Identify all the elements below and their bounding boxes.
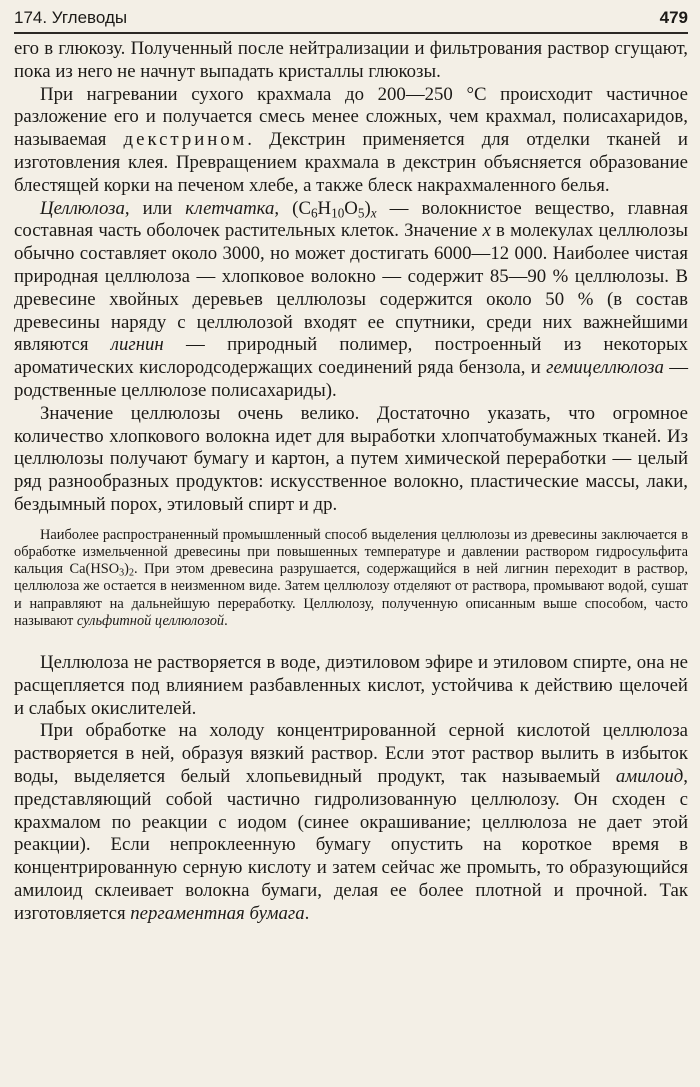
paragraph-amyloid [14, 720, 688, 925]
variable-x: x [482, 220, 491, 242]
main-text [14, 38, 688, 926]
formula-part: H [317, 197, 332, 219]
formula-subscript: 3 [119, 567, 125, 579]
text-run: Значение целлюлозы очень велико. Достаточно указать, что огромное количество хлопкового волокна идет для выработки хлопчатобумажных тканей. Из целлюлозы получают бумагу и картон, а путем химической переработки — целый ряд разнообразных продуктов: искусственное волокно, пластические массы, лаки, бездымный порох, этиловый спирт и др. [14, 402, 688, 515]
term-hemicellulose: гемицеллюлоза [546, 357, 664, 379]
text-run: . [224, 612, 228, 629]
text-run: Целлюлоза не растворяется в воде, диэтиловом эфире и этиловом спирте, она не расщепляется под влиянием разбавленных кислот, устойчива к действию щелочей и слабых окислителей. [14, 651, 688, 719]
paragraph-cellulose-solubility [14, 652, 688, 720]
text-run: — волокнистое вещество, главная составная часть оболочек растительных клеток. Значение [14, 197, 688, 242]
formula-subscript: 10 [331, 204, 345, 220]
text-run: При обработке на холоду концентрированной серной кислотой целлюлоза растворяется в ней, образуя вязкий раствор. Если этот раствор вылить в избыток воды, выделяется белый хлопьевидный продукт, так называемый [14, 720, 688, 787]
paragraph-glucose-continuation [14, 38, 688, 84]
text-run: , или [124, 197, 186, 219]
cellulose-formula [274, 198, 376, 219]
paragraph-dextrin [14, 84, 688, 198]
formula-part: , (C [274, 197, 311, 219]
paragraph-sulfite-process [14, 527, 688, 630]
term-cellulose: Целлюлоза [40, 197, 125, 219]
text-run: . Декстрин применяется для отделки тканей и изготовления клея. Превращением крахмала в декстрин объясняется образование блестящей корки на печеном хлебе, а также блеск накрахмаленного белья. [14, 129, 688, 196]
text-run: , представляющий собой частично гидролизованную целлюлозу. Он сходен с крахмалом по реакции с иодом (синее окрашивание; целлюлоза не дает этой реакции). Если непроклеенную бумагу опустить на короткое время в концентрированную серную кислоту и затем сейчас же промыть, то образующийся амилоид склеивает волокна бумаги, делая ее более плотной и прочной. Так изготовляется [14, 765, 688, 924]
text-run: — природный полимер, построенный из некоторых ароматических кислородсодержащих соединений ряда бензола, и [14, 334, 688, 379]
text-run: его в глюкозу. Полученный после нейтрализации и фильтрования раствор сгущают, пока из него не начнут выпадать кристаллы глюкозы. [14, 38, 688, 82]
text-run: . При этом древесина разрушается, содержащийся в ней лигнин переходит в раствор, целлюлоза же остается в неизменном виде. Затем целлюлозу отделяют от раствора, промывают водой, сушат и направляют на дальнейшую переработку. Целлюлозу, полученную описанным выше способом, часто называют [14, 561, 688, 629]
running-header [14, 8, 688, 34]
paragraph-cellulose [14, 198, 688, 403]
text-run: . [304, 902, 310, 924]
text-run: При нагревании сухого крахмала до 200—250 °С происходит частичное разложение его и получается смесь менее сложных, чем крахмал, полисахаридов, называемая [14, 83, 688, 151]
page-number: 479 [659, 8, 688, 27]
term-dextrin: декстрином [123, 129, 248, 151]
text-run: в молекулах целлюлозы обычно составляет около 3000, но может достигать 6000—12 000. Наиболее чистая природная целлюлоза — хлопковое волокно — содержит 85—90 % целлюлозы. В древесине хвойных деревьев целлюлозы содержится около 50 % (в состав древесины наряду с целлюлозой входят ее спутники, среди них важнейшими являются [14, 220, 688, 356]
term-kletchatka: клетчатка [185, 197, 275, 219]
section-title: 174. Углеводы [14, 8, 128, 27]
formula-subscript: 6 [310, 204, 318, 220]
text-run: — родственные целлюлозе полисахариды). [14, 357, 688, 401]
formula-part: ) [364, 197, 371, 219]
text-run: ) [124, 561, 129, 578]
book-page [14, 8, 688, 926]
formula-subscript: 5 [357, 204, 365, 220]
formula-subscript: 2 [128, 567, 135, 579]
paragraph-cellulose-importance [14, 403, 688, 517]
term-parchment-paper: пергаментная бумага [130, 902, 305, 924]
term-amyloid: амилоид [615, 765, 684, 787]
section-gap [14, 630, 688, 652]
formula-part: O [344, 197, 358, 219]
term-lignin: лигнин [110, 334, 164, 356]
term-sulfite-cellulose: сульфитной целлюлозой [76, 612, 225, 629]
text-run: Наиболее распространенный промышленный способ выделения целлюлозы из древесины заключается в обработке измельченной древесины при повышенных температуре и давлении раствором гидросульфита кальция Ca(HSO [14, 526, 688, 578]
formula-subscript: x [370, 204, 377, 220]
